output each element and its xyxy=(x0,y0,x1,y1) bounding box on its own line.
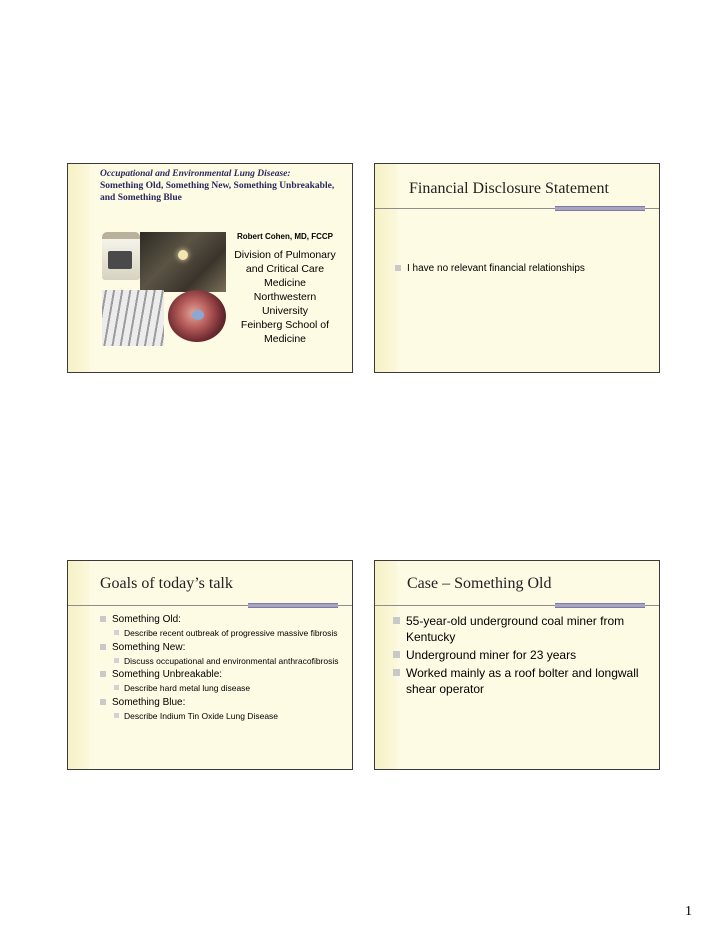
slide-main-title xyxy=(100,168,346,204)
affiliation-line: Northwestern xyxy=(253,291,317,303)
bullet-item: Worked mainly as a roof bolter and longwall shear operator xyxy=(393,665,651,697)
hard-metal-tools-image xyxy=(102,290,164,346)
affiliation-line: Medicine xyxy=(263,333,307,345)
affiliation-line: Feinberg School of xyxy=(240,319,330,331)
bullet-item: I have no relevant financial relationships xyxy=(395,262,585,275)
slide-left-band xyxy=(68,561,90,769)
title-accent-bar xyxy=(555,603,645,608)
bullet-item: Something New: xyxy=(100,641,339,654)
slide-financial-disclosure xyxy=(374,163,660,373)
title-subtitle-line: Something Old, Something New, Something Unbreakable, and Something Blue xyxy=(100,181,335,203)
sub-bullet-item: Describe hard metal lung disease xyxy=(100,683,339,694)
title-accent-bar xyxy=(555,206,645,211)
slide-case-something-old xyxy=(374,560,660,770)
sub-bullet-item: Describe recent outbreak of progressive massive fibrosis xyxy=(100,628,339,639)
bullet-item: Something Old: xyxy=(100,613,339,626)
bullet-item: Something Unbreakable: xyxy=(100,668,339,681)
bullet-list xyxy=(393,613,651,699)
slide-title: Goals of today’s talk xyxy=(100,575,233,592)
affiliation-line: and Critical Care xyxy=(245,263,325,275)
slide-left-band xyxy=(68,164,90,372)
slide-goals xyxy=(67,560,353,770)
affiliation-line: Medicine xyxy=(263,277,307,289)
bullet-item: Underground miner for 23 years xyxy=(393,647,651,663)
affiliation-line: University xyxy=(261,305,309,317)
specimen-jar-image xyxy=(102,232,140,280)
page-number: 1 xyxy=(685,904,692,919)
bullet-item: 55-year-old underground coal miner from Kentucky xyxy=(393,613,651,645)
affiliation-line: Division of Pulmonary xyxy=(234,249,336,261)
bronchoscopy-image xyxy=(168,290,226,342)
slide-title: Case – Something Old xyxy=(407,575,552,592)
bullet-list xyxy=(100,613,339,723)
sub-bullet-item: Discuss occupational and environmental anthracofibrosis xyxy=(100,656,339,667)
photo-collage xyxy=(102,232,234,342)
title-accent-bar xyxy=(248,603,338,608)
author-affiliation xyxy=(220,248,350,346)
bullet-list xyxy=(395,262,585,275)
coal-mine-image xyxy=(140,232,226,292)
slide-title: Financial Disclosure Statement xyxy=(409,180,609,197)
sub-bullet-item: Describe Indium Tin Oxide Lung Disease xyxy=(100,711,339,722)
slide-title xyxy=(67,163,353,373)
bullet-item: Something Blue: xyxy=(100,696,339,709)
slide-left-band xyxy=(375,164,397,372)
title-italic-line: Occupational and Environmental Lung Disease: xyxy=(100,169,291,179)
author-name: Robert Cohen, MD, FCCP xyxy=(237,232,333,241)
